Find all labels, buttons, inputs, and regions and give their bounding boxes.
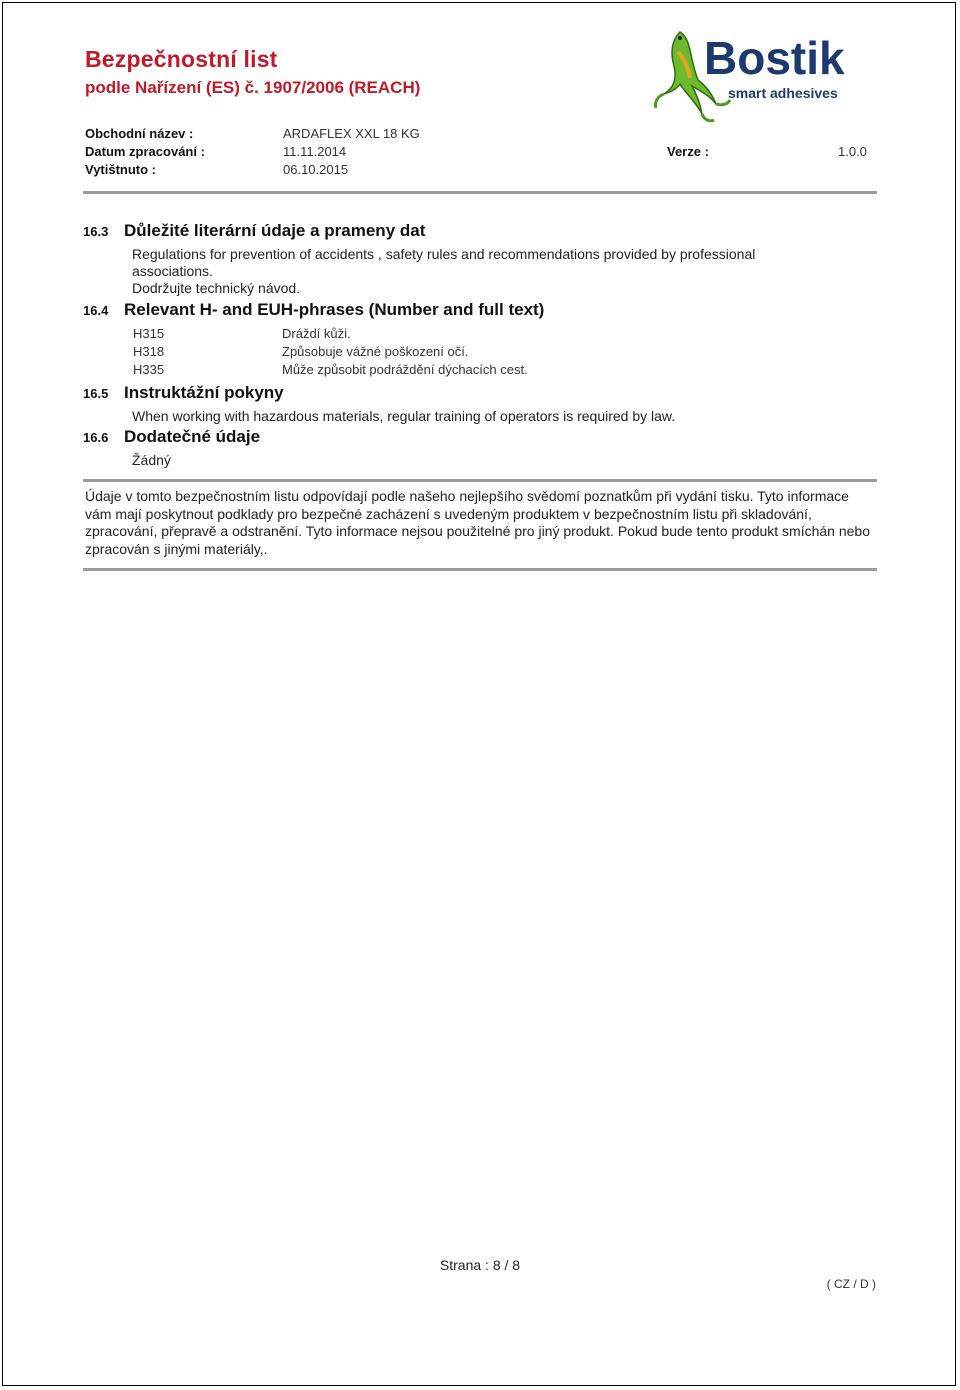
printed-label: Vytištnuto : xyxy=(85,162,157,177)
section-number: 16.5 xyxy=(83,386,109,401)
version-value: 1.0.0 xyxy=(838,144,867,159)
disclaimer-top-divider xyxy=(83,479,877,482)
logo-brand: Bostik xyxy=(704,32,845,84)
section-text: Regulations for prevention of accidents , safety rules and recommendations provided by professional xyxy=(132,246,756,262)
section-text: Žádný xyxy=(132,452,171,468)
version-label: Verze : xyxy=(667,144,709,159)
section-text: When working with hazardous materials, regular training of operators is required by law. xyxy=(132,408,676,424)
document-subtitle: podle Nařízení (ES) č. 1907/2006 (REACH) xyxy=(85,78,421,97)
section-title: Instruktážní pokyny xyxy=(124,383,284,402)
h-phrase-code: H335 xyxy=(133,362,165,377)
printed-value: 06.10.2015 xyxy=(283,162,349,177)
h-phrase-text: Způsobuje vážné poškození očí. xyxy=(282,344,469,359)
bostik-logo xyxy=(650,22,880,127)
document-title: Bezpečnostní list xyxy=(85,46,278,72)
section-number: 16.3 xyxy=(83,224,109,239)
date-value: 11.11.2014 xyxy=(283,144,347,159)
section-title: Relevant H- and EUH-phrases (Number and full text) xyxy=(124,300,545,319)
date-label: Datum zpracování : xyxy=(85,144,205,159)
logo-tagline: smart adhesives xyxy=(728,85,838,101)
h-phrase-code: H315 xyxy=(133,326,165,341)
section-number: 16.4 xyxy=(83,303,109,318)
trade-name-label: Obchodní název : xyxy=(85,126,194,141)
section-title: Důležité literární údaje a prameny dat xyxy=(124,221,426,240)
section-number: 16.6 xyxy=(83,430,109,445)
disclaimer-bottom-divider xyxy=(83,568,877,571)
header-divider xyxy=(83,191,877,194)
h-phrase-text: Dráždí kůži. xyxy=(282,326,351,341)
page-number: Strana : 8 / 8 xyxy=(439,1257,521,1273)
language-code: ( CZ / D ) xyxy=(826,1277,876,1291)
section-text: associations. xyxy=(132,263,213,279)
h-phrase-text: Může způsobit podráždění dýchacích cest. xyxy=(282,362,528,377)
h-phrase-code: H318 xyxy=(133,344,165,359)
page-frame xyxy=(2,2,956,1386)
disclaimer-text: Údaje v tomto bezpečnostním listu odpovídají podle našeho nejlepšího svědomí poznatkům při vydání tisku. Tyto informace vám mají poskytnout podklady pro bezpečné zacházení s uvedeným produktem v bezpečnostním listu při skladování, zpracování, přepravě a odstranění. Tyto informace nejsou použitelné pro jiný produkt. Pokud bude tento produkt smíchán nebo zpracován s jinými materiály,. xyxy=(85,488,871,557)
section-text: Dodržujte technický návod. xyxy=(132,280,301,296)
trade-name-value: ARDAFLEX XXL 18 KG xyxy=(283,126,420,141)
section-title: Dodatečné údaje xyxy=(124,427,261,446)
